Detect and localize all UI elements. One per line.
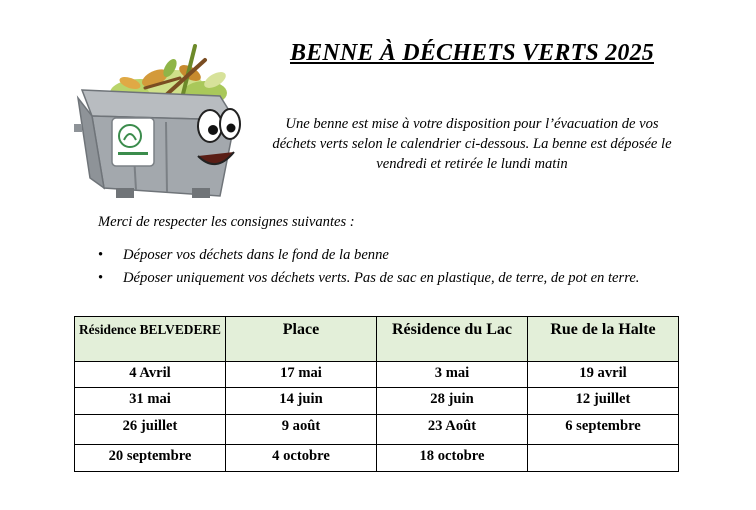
rules-list [98,246,668,292]
table-cell: 17 mai [226,362,377,388]
intro-text: Une benne est mise à votre disposition pour l’évacuation de vos déchets verts selon le calendrier ci-dessous. La benne est déposée le vendredi et retirée le lundi matin [272,116,672,172]
header-place: Place [226,317,377,362]
header-residence-belvedere: Résidence BELVEDERE [75,317,226,362]
header-rue-de-la-halte: Rue de la Halte [528,317,679,362]
rule-text: Déposer vos déchets dans le fond de la benne [123,247,389,263]
dumpster-face [198,109,240,164]
bullet-icon: • [98,247,104,263]
rule-item [98,246,668,265]
table-row [75,415,679,445]
rule-text: Déposer uniquement vos déchets verts. Pas de sac en plastique, de terre, de pot en terre. [123,270,640,286]
table-cell: 12 juillet [528,388,679,415]
header-residence-du-lac: Résidence du Lac [377,317,528,362]
table-cell: 14 juin [226,388,377,415]
table-cell: 4 Avril [75,362,226,388]
green-waste-dumpster-icon [70,38,250,213]
page-title: BENNE À DÉCHETS VERTS 2025 [290,40,654,66]
table-cell: 6 septembre [528,415,679,445]
table-cell: 23 Août [377,415,528,445]
table-cell [528,445,679,472]
table-cell: 19 avril [528,362,679,388]
table-cell: 3 mai [377,362,528,388]
table-header-row [75,317,679,362]
table-row [75,362,679,388]
schedule-table [74,316,679,472]
table-cell: 31 mai [75,388,226,415]
table-row [75,388,679,415]
table-cell: 9 août [226,415,377,445]
table-cell: 4 octobre [226,445,377,472]
table-cell: 28 juin [377,388,528,415]
consignes-intro: Merci de respecter les consignes suivantes : [98,214,355,230]
table-cell: 18 octobre [377,445,528,472]
rule-item [98,269,668,288]
dumpster-body [74,90,235,198]
table-cell: 26 juillet [75,415,226,445]
table-row [75,445,679,472]
bullet-icon: • [98,270,104,286]
table-cell: 20 septembre [75,445,226,472]
